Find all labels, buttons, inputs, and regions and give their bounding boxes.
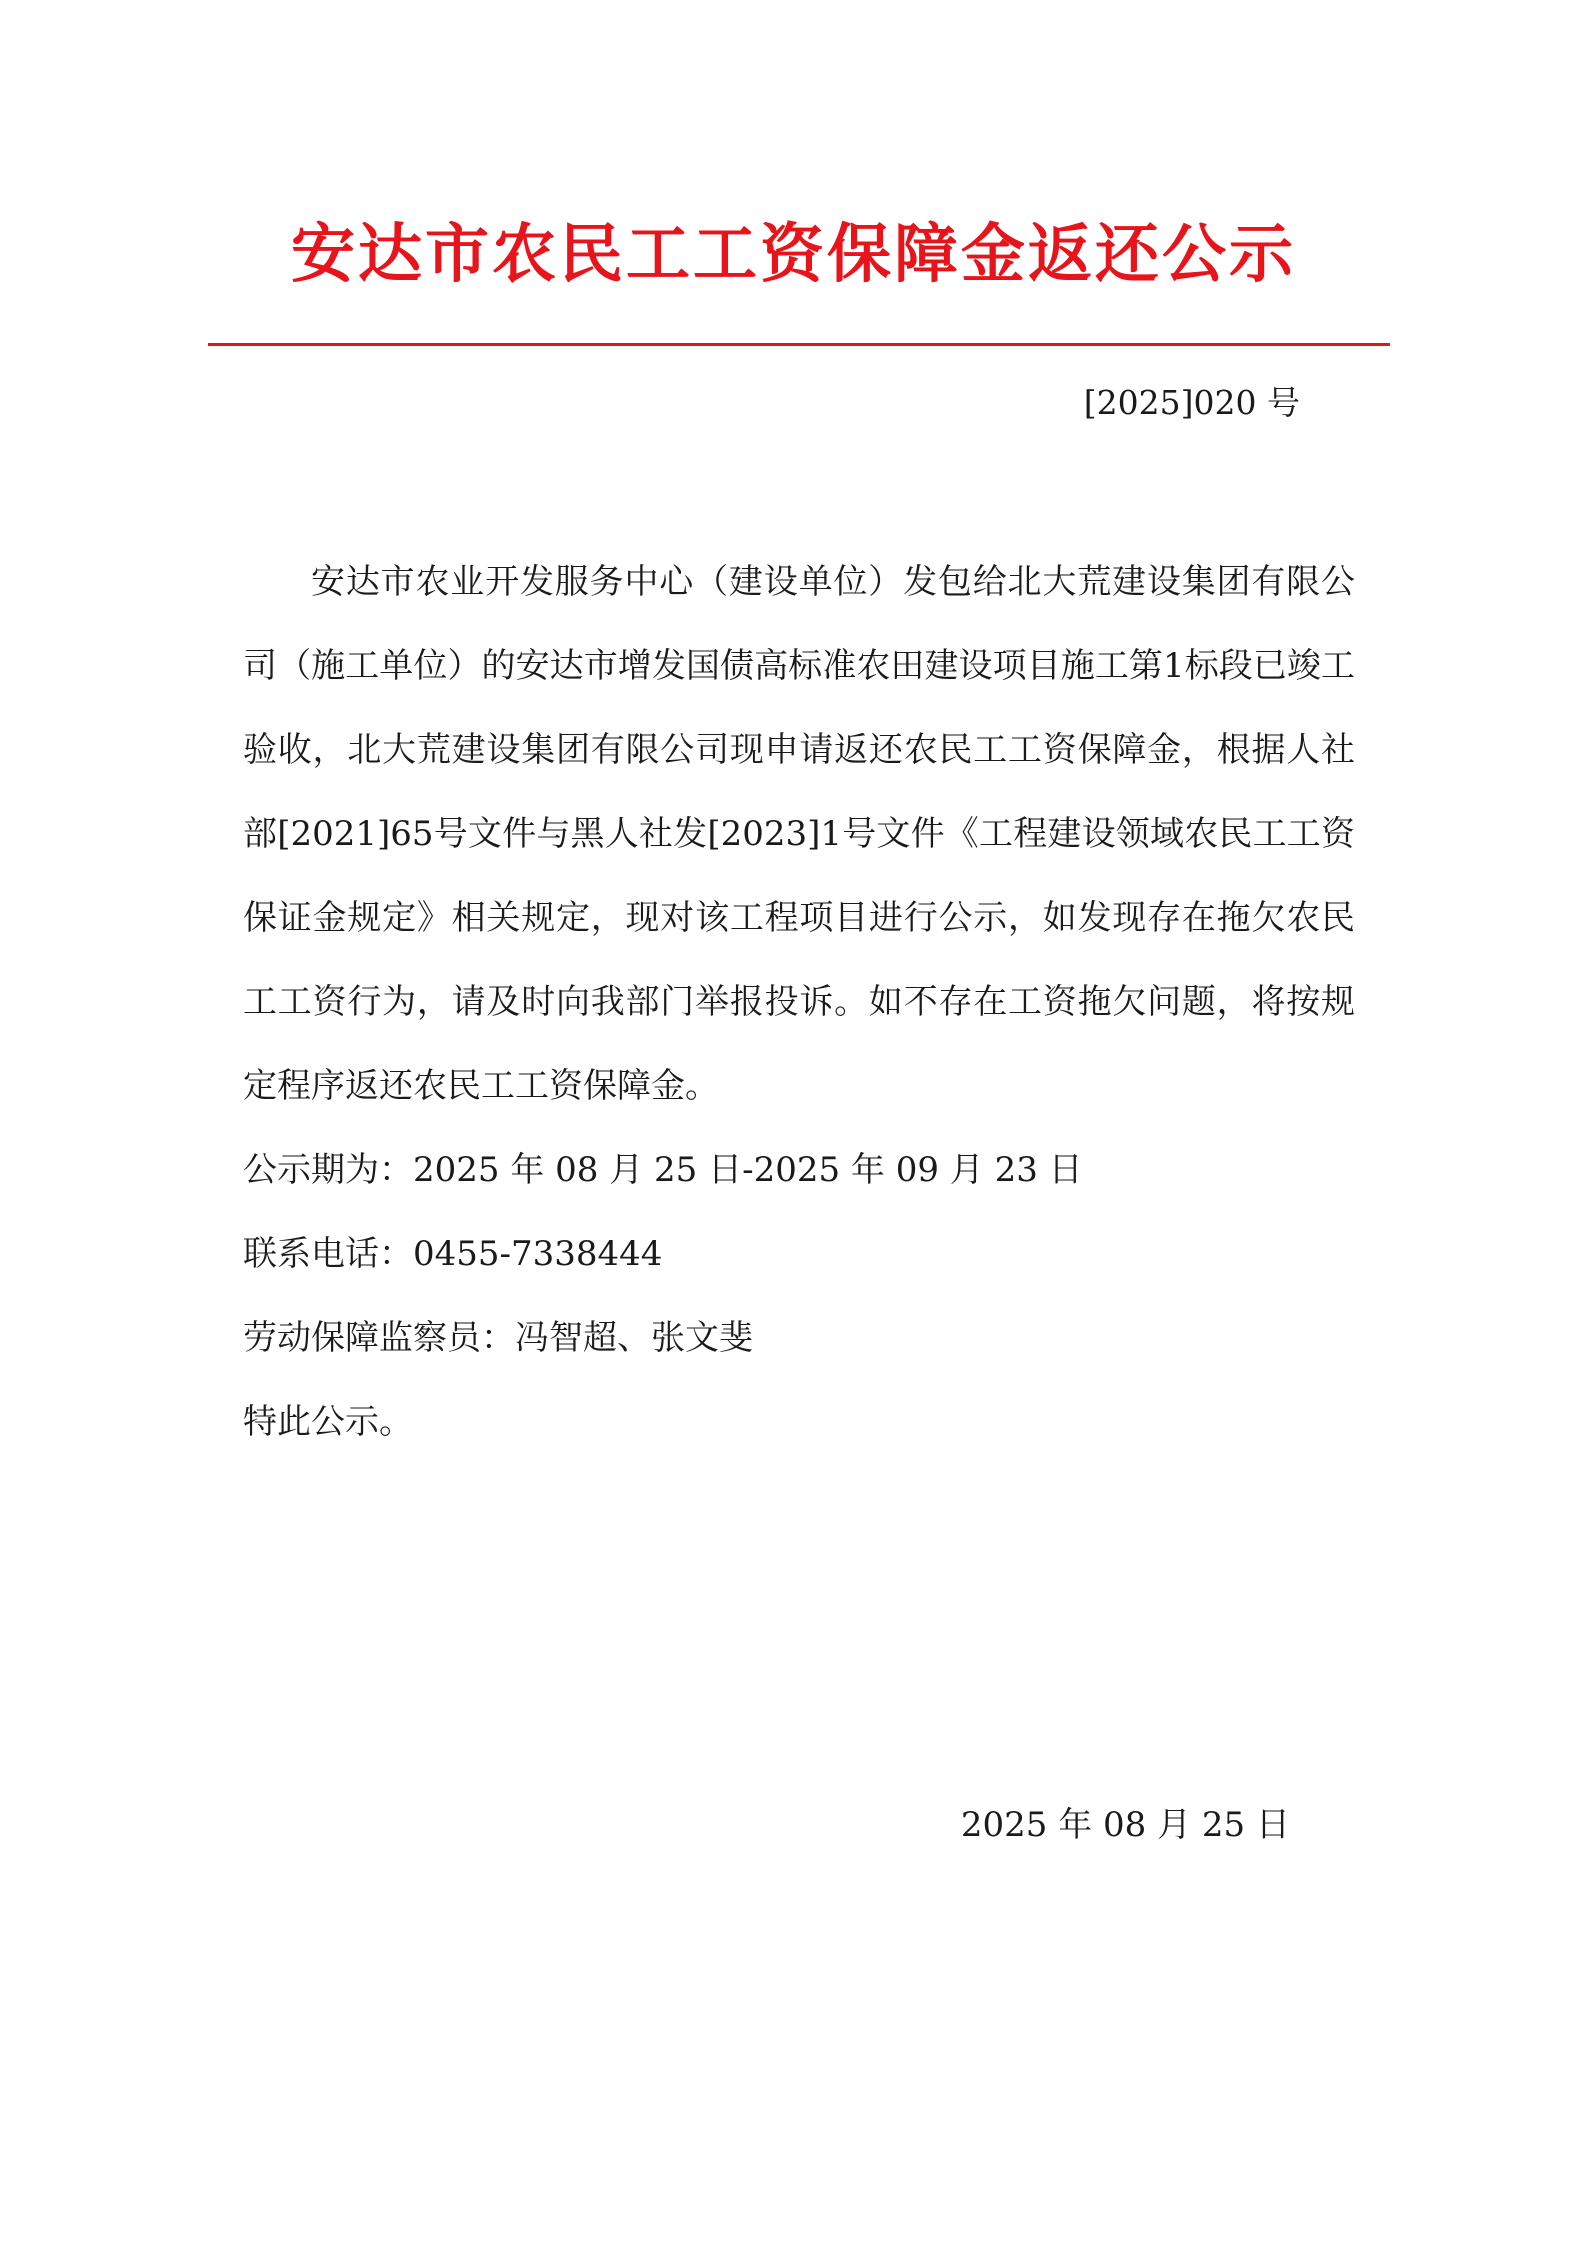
document-number: [2025]020 号 <box>1083 383 1300 422</box>
notice-title: 安达市农民工工资保障金返还公示 <box>291 218 1296 292</box>
labor-inspectors: 劳动保障监察员：冯智超、张文斐 <box>243 1318 753 1358</box>
signature-date: 2025 年 08 月 25 日 <box>960 1805 1290 1845</box>
notice-body <box>243 540 1355 1464</box>
contact-phone: 联系电话：0455-7338444 <box>243 1234 663 1274</box>
publicity-period: 公示期为：2025 年 08 月 25 日-2025 年 09 月 23 日 <box>243 1150 1083 1190</box>
closing-statement: 特此公示。 <box>243 1402 413 1442</box>
main-paragraph: 安达市农业开发服务中心（建设单位）发包给北大荒建设集团有限公司（施工单位）的安达市增发国债高标准农田建设项目施工第1标段已竣工验收，北大荒建设集团有限公司现申请返还农民工工资保障金，根据人社部[2021]65号文件与黑人社发[2023]1号文件《工程建设领域农民工工资保证金规定》相关规定，现对该工程项目进行公示，如发现存在拖欠农民工工资行为，请及时向我部门举报投诉。如不存在工资拖欠问题，将按规定程序返还农民工工资保障金。 <box>243 562 1355 1106</box>
title-divider <box>208 343 1390 346</box>
